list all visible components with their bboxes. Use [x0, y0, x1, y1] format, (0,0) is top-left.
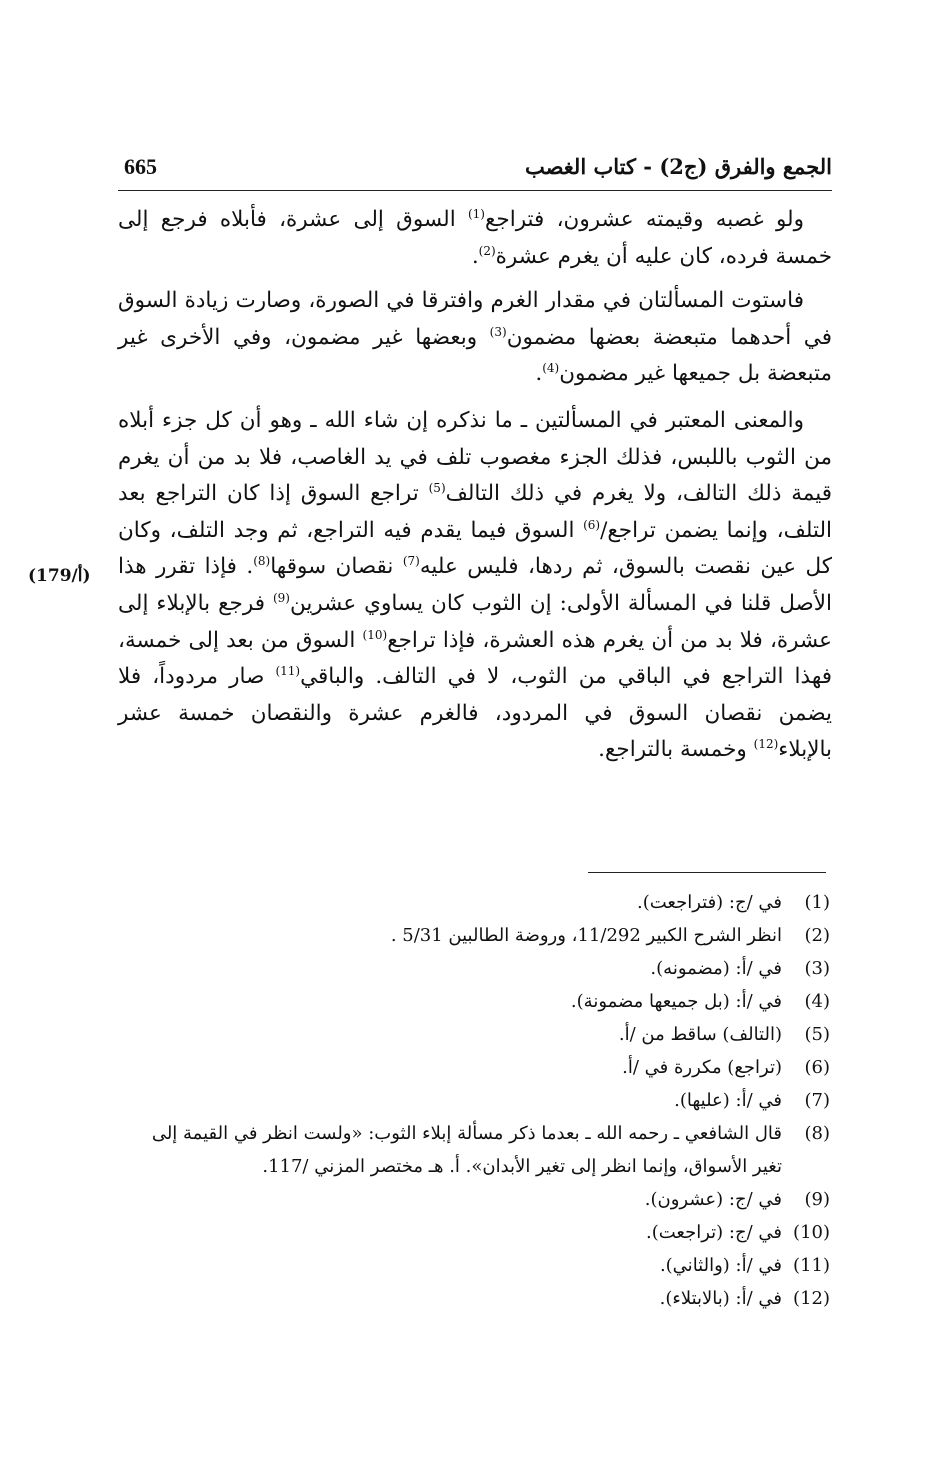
footnote-number: (2) [804, 925, 830, 946]
footnote-item [118, 952, 830, 985]
text-segment: . [471, 243, 479, 269]
text-segment: والمعنى المعتبر في المسألتين ـ ما نذكره إن شاء الله ـ وهو أن كل جزء أبلاه من الثوب باللبس، فذلك الجزء مغصوب تلف في يد الغاصب، فلا بد من أن يغرم قيمة ذلك التالف، ولا يغرم في ذلك التالف [118, 407, 832, 507]
footnote-reference: (11) [275, 663, 301, 678]
footnote-text: في /أ: (بالابتلاء). [659, 1288, 782, 1309]
footnote-item [118, 985, 830, 1018]
running-title: الجمع والفرق (ج2) - كتاب الغصب [524, 154, 832, 179]
footnote-number: (1) [804, 892, 830, 913]
footnotes-list [118, 886, 830, 1315]
margin-folio-note: (179/أ) [28, 566, 91, 586]
text-segment: . فإذا تقرر هذا الأصل قلنا في المسألة الأولى: إن الثوب كان يساوي عشرين [118, 554, 832, 616]
footnote-text: في /ج: (فتراجعت). [636, 892, 782, 913]
footnote-text: قال الشافعي ـ رحمه الله ـ بعدما ذكر مسألة إبلاء الثوب: «ولست انظر في القيمة إلى تغير الأسواق، وإنما انظر إلى تغير الأبدان». أ. هـ مختصر المزني /117. [151, 1123, 782, 1177]
text-segment: صار مردوداً، فلا يضمن نقصان السوق في المردود، فالغرم عشرة والنقصان خمسة عشر بالإبلاء [118, 664, 832, 763]
footnote-reference: (2) [478, 243, 496, 258]
text-segment: فرجع بالإبلاء إلى عشرة، فلا بد من أن يغرم هذه العشرة، فإذا تراجع [118, 590, 833, 653]
footnote-item [118, 1018, 830, 1051]
footnote-reference: (1) [467, 206, 485, 221]
footnote-number: (5) [804, 1024, 830, 1045]
footnote-number: (10) [793, 1222, 830, 1243]
footnote-number: (9) [804, 1189, 830, 1210]
footnote-reference: (12) [753, 737, 779, 752]
paragraph [118, 283, 832, 393]
footnote-text: في /أ: (بل جميعها مضمونة). [570, 991, 782, 1012]
footnote-text: في /أ: (عليها). [674, 1090, 782, 1111]
footnote-item [118, 1084, 830, 1117]
footnote-text: في /ج: (تراجعت). [646, 1222, 782, 1243]
footnote-item [118, 1117, 830, 1183]
footnote-item [118, 1183, 830, 1216]
footnote-item [118, 1282, 830, 1315]
text-segment: . [535, 361, 543, 387]
footnote-reference: (5) [428, 481, 446, 495]
footnote-text: انظر الشرح الكبير 11/292، وروضة الطالبين 5/31 . [390, 925, 782, 946]
footnote-number: (6) [804, 1057, 830, 1078]
text-segment: ولو غصبه وقيمته عشرون، فتراجع [484, 207, 804, 232]
footnote-text: في /أ: (والثاني). [659, 1255, 782, 1276]
footnote-item [118, 886, 830, 919]
footnote-reference: (9) [272, 590, 290, 605]
footnote-number: (12) [793, 1288, 830, 1309]
text-segment: فاستوت المسألتان في مقدار الغرم وافترقا في الصورة، وصارت زيادة السوق في أحدهما متبعضة بعضها مضمون [118, 288, 833, 350]
footnote-reference: (3) [489, 324, 507, 339]
footnote-text: في /أ: (مضمونه). [650, 958, 782, 979]
footnote-item [118, 1249, 830, 1282]
text-segment: وخمسة بالتراجع. [598, 737, 754, 763]
text-segment: السوق من بعد إلى خمسة، فهذا التراجع في الباقي من الثوب، لا في التالف. والباقي [118, 627, 833, 690]
footnote-number: (11) [793, 1255, 830, 1276]
text-segment: السوق فيما يقدم فيه التراجع، ثم وجد التلف، وكان كل عين نقصت بالسوق، ثم ردها، فليس عليه [118, 517, 833, 580]
footnote-item [118, 1216, 830, 1249]
paragraph [118, 202, 832, 275]
footnote-separator [588, 872, 826, 873]
footnote-reference: (6) [583, 517, 601, 532]
footnote-reference: (4) [542, 361, 560, 376]
page-header [118, 150, 832, 191]
text-segment: تراجع السوق إذا كان التراجع بعد التلف، وإنما يضمن تراجع/ [118, 481, 832, 543]
paragraph [118, 403, 832, 769]
text-segment: وبعضها غير مضمون، وفي الأخرى غير متبعضة بل جميعها غير مضمون [118, 324, 832, 387]
footnote-number: (7) [804, 1090, 830, 1111]
footnote-text: (التالف) ساقط من /أ. [618, 1024, 782, 1045]
footnote-item [118, 1051, 830, 1084]
footnote-text: في /ج: (عشرون). [644, 1189, 782, 1210]
footnote-number: (3) [804, 958, 830, 979]
footnote-text: (تراجع) مكررة في /أ. [622, 1057, 782, 1078]
footnote-item [118, 919, 830, 952]
footnote-number: (8) [804, 1123, 830, 1144]
page-number: 665 [124, 154, 157, 179]
footnote-number: (4) [804, 991, 830, 1012]
footnote-reference: (7) [402, 554, 420, 569]
footnote-reference: (8) [253, 554, 271, 569]
footnote-reference: (10) [362, 627, 388, 642]
main-text [118, 202, 832, 779]
text-segment: نقصان سوقها [270, 554, 403, 580]
text-segment: السوق إلى عشرة، فأبلاه فرجع إلى خمسة فرده، كان عليه أن يغرم عشرة [118, 207, 832, 269]
